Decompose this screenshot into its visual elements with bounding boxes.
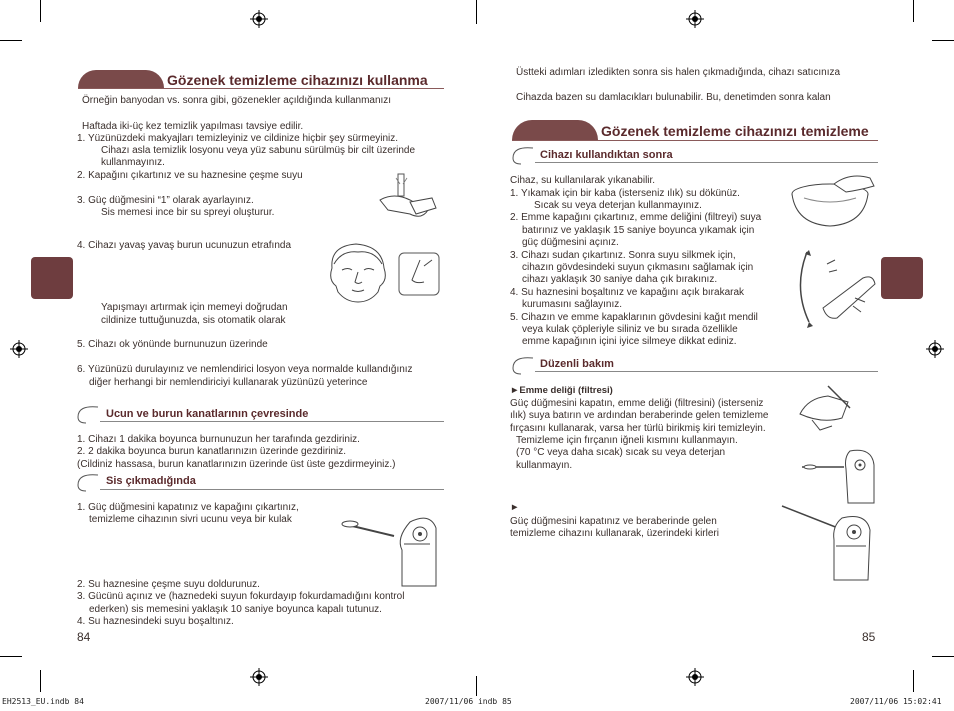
step-6-cont: diğer herhangi bir nemlendiriciyi kullanarak yüzünüzü yeterince bbox=[89, 377, 368, 388]
maintenance-line-1: ılık) suya batırın ve ardından beraberinde gelen temizleme bbox=[510, 410, 769, 421]
section-nose-title: Ucun ve burun kanatlarının çevresinde bbox=[106, 408, 309, 420]
heading-pill bbox=[78, 70, 164, 88]
registration-mark-icon bbox=[926, 340, 944, 358]
no-mist-line-4: 3. Gücünü açınız ve (haznedeki suyun fokurdayıp fokurdamadığını kontrol bbox=[77, 591, 405, 602]
after-use-line-11: 5. Cihazın ve emme kapaklarının gövdesini kağıt mendil bbox=[510, 312, 758, 323]
after-use-line-5: güç düğmesini açınız. bbox=[522, 237, 619, 248]
step-1-note: Cihazı asla temizlik losyonu veya yüz sabunu sürülmüş bir cilt üzerinde bbox=[101, 145, 416, 156]
after-use-line-1: 1. Yıkamak için bir kaba (isterseniz ılık) su dökünüz. bbox=[510, 188, 740, 199]
subheading-curl-icon bbox=[74, 405, 100, 425]
section-nose-line-3: (Cildiniz hassasa, burun kanatlarınızın üzerinde üst üste gezdirmeyiniz.) bbox=[77, 459, 396, 470]
after-use-line-0: Cihaz, su kullanılarak yıkanabilir. bbox=[510, 175, 656, 186]
step-3: 3. Güç düğmesini “1” olarak ayarlayınız. bbox=[77, 195, 254, 206]
body-subheading-arrow: ► bbox=[510, 502, 520, 513]
registration-mark-icon bbox=[10, 340, 28, 358]
step-4-note-cont: cildinize tuttuğunuzda, sis otomatik olarak bbox=[101, 315, 286, 326]
slug-left: EH2513_EU.indb 84 bbox=[2, 697, 84, 706]
step-4: 4. Cihazı yavaş yavaş burun ucunuzun etrafında bbox=[77, 240, 292, 251]
frequency-text: Haftada iki-üç kez temizlik yapılması tavsiye edilir. bbox=[82, 121, 304, 132]
heading-rule bbox=[512, 140, 878, 141]
maintenance-line-5: kullanmayın. bbox=[516, 460, 573, 471]
maintenance-line-2: fırçasını kullanarak, varsa her türlü birikmiş kiri temizleyin. bbox=[510, 423, 766, 434]
page-number-right: 85 bbox=[862, 630, 876, 644]
step-6: 6. Yüzünüzü durulayınız ve nemlendirici losyon veya normalde kullandığınız bbox=[77, 364, 413, 375]
section-nose-line-2: 2. 2 dakika boyunca burun kanatlarınızın üzerinde gezdiriniz. bbox=[77, 446, 347, 457]
step-3-note: Sis memesi ince bir su spreyi oluşturur. bbox=[101, 207, 275, 218]
bowl-illustration bbox=[790, 170, 876, 230]
swab-device-illustration bbox=[340, 502, 444, 588]
after-use-line-12: veya kulak çöpleriyle siliniz ve bu sırada özellikle bbox=[522, 324, 738, 335]
section-maintenance-title: Düzenli bakım bbox=[540, 358, 614, 370]
after-use-line-3: 2. Emme kapağını çıkartınız, emme deliğini (filtreyi) suya bbox=[510, 212, 762, 223]
no-mist-line-2: temizleme cihazının sivri ucunu veya bir kulak bbox=[89, 514, 292, 525]
subheading-curl-icon bbox=[509, 356, 535, 376]
shake-device-illustration bbox=[793, 248, 879, 328]
slug-right: 2007/11/06 15:02:41 bbox=[850, 697, 942, 706]
after-use-line-4: batırınız ve yaklaşık 15 saniye boyunca yıkamak için bbox=[522, 225, 755, 236]
top-line-2: Cihazda bazen su damlacıkları bulunabilir. Bu, denetimden sonra kalan bbox=[516, 92, 831, 103]
body-line-1: temizleme cihazını kullanarak, üzerindeki kirleri bbox=[510, 528, 719, 539]
page-number-left: 84 bbox=[77, 630, 91, 644]
brush-to-device-illustration bbox=[800, 445, 878, 505]
section-no-mist-title: Sis çıkmadığında bbox=[106, 475, 196, 487]
step-2: 2. Kapağını çıkartınız ve su haznesine çeşme suyu bbox=[77, 170, 303, 181]
device-illustration bbox=[370, 170, 442, 232]
no-mist-line-6: 4. Su haznesindeki suyu boşaltınız. bbox=[77, 616, 234, 627]
after-use-line-7: cihazın gövdesindeki suyun çıkmasını sağlamak için bbox=[522, 262, 754, 273]
step-5: 5. Cihazı ok yönünde burnunuzun üzerinde bbox=[77, 339, 268, 350]
step-4-note: Yapışmayı artırmak için memeyi doğrudan bbox=[101, 302, 288, 313]
maintenance-line-0: Güç düğmesini kapatın, emme deliği (filtresini) (isterseniz bbox=[510, 398, 764, 409]
body-line-0: Güç düğmesini kapatınız ve beraberinde gelen bbox=[510, 516, 717, 527]
page-title-right: Gözenek temizleme cihazınızı temizleme bbox=[601, 123, 869, 139]
device-cleaning-illustration bbox=[778, 500, 874, 582]
subheading-curl-icon bbox=[509, 146, 535, 166]
face-illustration bbox=[322, 240, 394, 306]
maintenance-line-4: (70 °C veya daha sıcak) sıcak su veya deterjan bbox=[516, 447, 726, 458]
chapter-tab-left bbox=[31, 257, 73, 299]
filter-subheading: ►Emme deliği (filtresi) bbox=[510, 385, 613, 396]
chapter-tab-right bbox=[881, 257, 923, 299]
after-use-line-8: cihazı yaklaşık 30 saniye daha çık bırakınız. bbox=[522, 274, 718, 285]
no-mist-line-3: 2. Su haznesine çeşme suyu doldurunuz. bbox=[77, 579, 260, 590]
subheading-curl-icon bbox=[74, 473, 100, 493]
heading-rule bbox=[78, 88, 444, 89]
after-use-line-6: 3. Cihazı sudan çıkartınız. Sonra suyu silkmek için, bbox=[510, 250, 736, 261]
step-1-note-cont: kullanmayınız. bbox=[101, 157, 165, 168]
registration-mark-icon bbox=[686, 668, 704, 686]
nose-detail-illustration bbox=[398, 252, 440, 296]
after-use-line-10: kurumasını sağlayınız. bbox=[522, 299, 623, 310]
filter-brush-illustration bbox=[798, 384, 862, 434]
registration-mark-icon bbox=[250, 10, 268, 28]
after-use-line-9: 4. Su haznesini boşaltınız ve kapağını açık bırakarak bbox=[510, 287, 745, 298]
no-mist-line-5: ederken) sis memesini yaklaşık 10 saniye boyunca kapalı tutunuz. bbox=[89, 604, 382, 615]
step-1: 1. Yüzünüzdeki makyajları temizleyiniz ve cildinize hiçbir şey sürmeyiniz. bbox=[77, 133, 399, 144]
section-nose-line-1: 1. Cihazı 1 dakika boyunca burnunuzun her tarafında gezdiriniz. bbox=[77, 434, 360, 445]
maintenance-line-3: Temizleme için fırçanın iğneli kısmını kullanmayın. bbox=[516, 435, 738, 446]
registration-mark-icon bbox=[250, 668, 268, 686]
heading-pill bbox=[512, 120, 598, 140]
slug-middle: 2007/11/06 indb 85 bbox=[425, 697, 512, 706]
after-use-line-13: emme kapağının içini iyice silmeye dikkat ediniz. bbox=[522, 336, 737, 347]
registration-mark-icon bbox=[686, 10, 704, 28]
section-after-use-title: Cihazı kullandıktan sonra bbox=[540, 149, 673, 161]
no-mist-line-1: 1. Güç düğmesini kapatınız ve kapağını çıkartınız, bbox=[77, 502, 299, 513]
intro-text: Örneğin banyodan vs. sonra gibi, gözenekler açıldığında kullanmanızı bbox=[82, 95, 392, 106]
after-use-line-2: Sıcak su veya deterjan kullanmayınız. bbox=[534, 200, 702, 211]
page-title: Gözenek temizleme cihazınızı kullanma bbox=[167, 72, 428, 88]
top-line-1: Üstteki adımları izledikten sonra sis halen çıkmadığında, cihazı satıcınıza bbox=[516, 67, 841, 78]
